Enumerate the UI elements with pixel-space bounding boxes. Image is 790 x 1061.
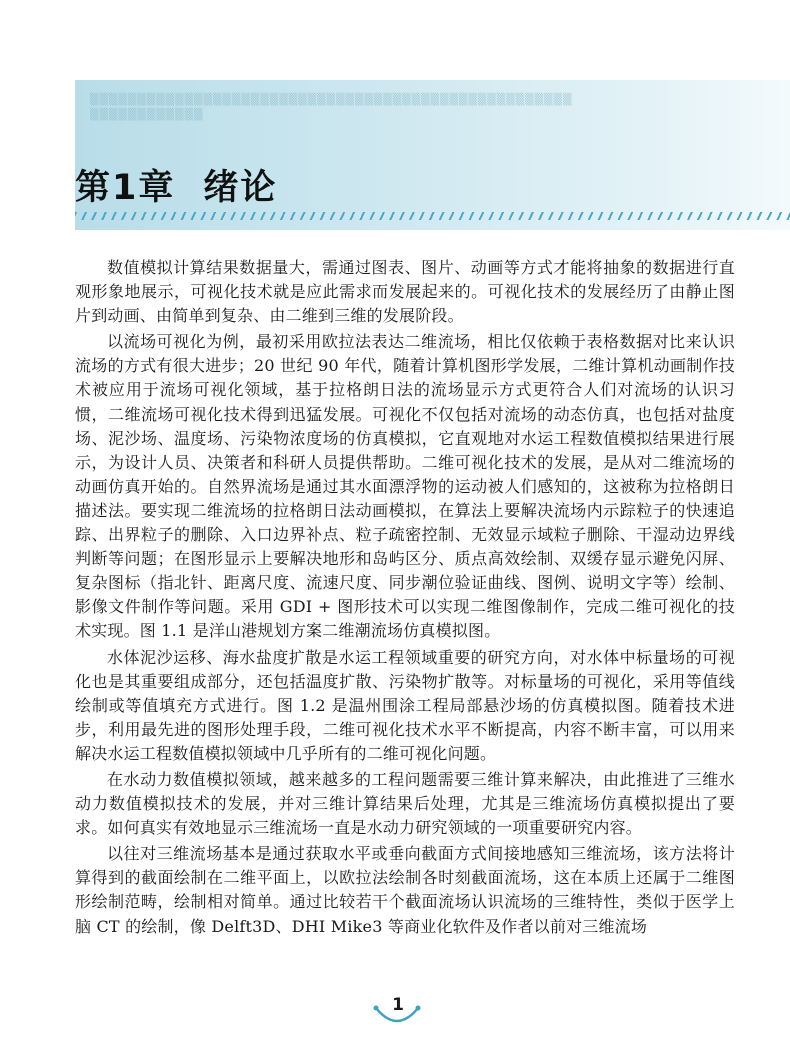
heading-divider [75,212,790,220]
chapter-label: 第1章 [75,168,176,208]
chapter-title: 绪论 [203,168,278,208]
chapter-body [75,256,735,939]
page-number: 1 [392,995,404,1015]
page-number-arc-icon [372,1004,422,1030]
paragraph-1: 数值模拟计算结果数据量大，需通过图表、图片、动画等方式才能将抽象的数据进行直观形象地展示，可视化技术就是应此需求而发展起来的。可视化技术的发展经历了由静止图片到动画、由简单到复杂、由二维到三维的发展阶段。 [75,258,735,326]
paragraph-4: 在水动力数值模拟领域，越来越多的工程问题需要三维计算来解决，由此推进了三维水动力数值模拟技术的发展，并对三维计算结果后处理，尤其是三维流场仿真模拟提出了要求。如何真实有效地显示三维流场一直是水动力研究领域的一项重要研究内容。 [75,769,735,838]
paragraph-5: 以往对三维流场基本是通过获取水平或垂向截面方式间接地感知三维流场，该方法将计算得到的截面绘制在二维平面上，以欧拉法绘制各时刻截面流场，这在本质上还属于二维图形绘制范畴，绘制相对简单。通过比较若干个截面流场认识流场的三维特性，类似于医学上脑 CT 的绘制，像 Delft3D、DHI Mike3 等商业化软件及作者以前对三维流场 [75,844,735,936]
banner-texture: ▒▒▒▒▒▒▒▒▒▒▒▒▒▒▒▒▒▒▒▒▒▒▒▒▒▒▒▒▒▒▒▒▒▒▒▒▒▒▒▒▒▒▒▒▒▒▒▒▒▒▒ ▒▒▒▒▒▒▒▒▒▒▒▒ [90,93,573,121]
paragraph-2: 以流场可视化为例，最初采用欧拉法表达二维流场，相比仅依赖于表格数据对比来认识流场的方式有很大进步；20 世纪 90 年代，随着计算机图形学发展，二维计算机动画制作技术被应用于流场可视化领域，基于拉格朗日法的流场显示方式更符合人们对流场的认识习惯，二维流场可视化技术得到迅猛发展。可视化不仅包括对流场的动态仿真，也包括对盐度场、泥沙场、温度场、污染物浓度场的仿真模拟，它直观地对水运工程数值模拟结果进行展示，为设计人员、决策者和科研人员提供帮助。二维可视化技术的发展，是从对二维流场的动画仿真开始的。自然界流场是通过其水面漂浮物的运动被人们感知的，这被称为拉格朗日描述法。要实现二维流场的拉格朗日法动画模拟，在算法上要解决流场内示踪粒子的快速追踪、出界粒子的删除、入口边界补点、粒子疏密控制、无效显示域粒子删除、干湿动边界线判断等问题；在图形显示上要解决地形和岛屿区分、质点高效绘制、双缓存显示避免闪屏、复杂图标（指北针、距离尺度、流速尺度、同步潮位验证曲线、图例、说明文字等）绘制、影像文件制作等问题。采用 GDI + 图形技术可以实现二维图像制作，完成二维可视化的技术实现。图 1.1 是洋山港规划方案二维潮流场仿真模拟图。 [75,332,735,641]
paragraph-3: 水体泥沙运移、海水盐度扩散是水运工程领域重要的研究方向，对水体中标量场的可视化也是其重要组成部分，还包括温度扩散、污染物扩散等。对标量场的可视化，采用等值线绘制或等值填充方式进行。图 1.2 是温州围涂工程局部悬沙场的仿真模拟图。随着技术进步，利用最先进的图形处理手段，二维可视化技术水平不断提高，内容不断丰富，可以用来解决水运工程数值模拟领域中几乎所有的二维可视化问题。 [75,647,735,763]
chapter-heading [75,160,277,210]
